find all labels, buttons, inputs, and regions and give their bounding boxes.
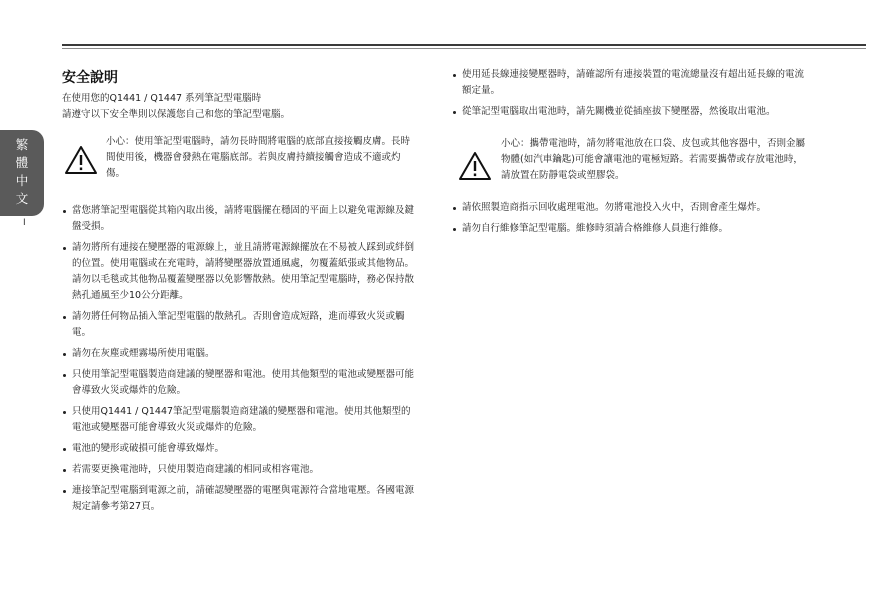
list-item: 請勿將任何物品插入筆記型電腦的散熱孔。否則會造成短路，進而導致火災或觸電。	[62, 309, 417, 341]
list-item: 只使用Q1441 / Q1447筆記型電腦製造商建議的變壓器和電池。使用其他類型的電池或變壓器可能會導致火災或爆炸的危險。	[62, 404, 417, 436]
list-item: 使用延長線連接變壓器時，請確認所有連接裝置的電流總量沒有超出延長線的電流額定量。	[452, 67, 812, 99]
safety-list	[452, 67, 812, 120]
caution-note	[64, 134, 417, 182]
language-tab-char: 中	[15, 173, 29, 188]
header-rule	[62, 44, 866, 46]
caution-note-text: 小心：使用筆記型電腦時，請勿長時間將電腦的底部直接接觸皮膚。長時間使用後，機器會發熱在電腦底部。若與皮膚持續接觸會造成不適或灼傷。	[106, 136, 411, 179]
intro-line: 請遵守以下安全準則以保護您自己和您的筆記型電腦。	[62, 109, 291, 120]
page-title: 安全說明	[62, 70, 118, 86]
list-item: 請勿將所有連接在變壓器的電源線上，並且請將電源線擺放在不易被人踩到或絆倒的位置。使用電腦或在充電時，請將變壓器放置通風處，勿覆蓋紙張或其他物品。請勿以毛毯或其他物品覆蓋變壓器以免影響散熱。使用筆記型電腦時，務必保持散熱孔通風至少10公分距離。	[62, 240, 417, 304]
safety-list	[62, 203, 417, 515]
language-tab-char: 繁	[15, 137, 29, 152]
list-item: 從筆記型電腦取出電池時，請先關機並從插座拔下變壓器，然後取出電池。	[452, 104, 812, 120]
caution-note	[458, 136, 812, 184]
left-column	[62, 91, 417, 520]
intro-paragraph	[62, 91, 417, 123]
list-item: 電池的變形或破損可能會導致爆炸。	[62, 441, 417, 457]
list-item: 連接筆記型電腦到電源之前，請確認變壓器的電壓與電源符合當地電壓。各國電源規定請參考第27頁。	[62, 483, 417, 515]
list-item: 若需要更換電池時，只使用製造商建議的相同或相容電池。	[62, 462, 417, 478]
list-item: 請勿自行維修筆記型電腦。維修時須請合格維修人員進行維修。	[452, 221, 812, 237]
language-tab	[0, 130, 44, 216]
list-item: 請依照製造商指示回收處理電池。勿將電池投入火中，否則會產生爆炸。	[452, 200, 812, 216]
language-tab-char: 文	[15, 191, 29, 206]
header-rule-thin	[62, 48, 866, 49]
right-column	[452, 67, 812, 242]
list-item: 當您將筆記型電腦從其箱內取出後，請將電腦擺在穩固的平面上以避免電源線及鍵盤受損。	[62, 203, 417, 235]
list-item: 只使用筆記型電腦製造商建議的變壓器和電池。使用其他類型的電池或變壓器可能會導致火災或爆炸的危險。	[62, 367, 417, 399]
language-tab-char: 體	[15, 155, 29, 170]
caution-note-text: 小心：攜帶電池時，請勿將電池放在口袋、皮包或其他容器中，否則金屬物體(如汽車鑰匙)可能會讓電池的電極短路。若需要攜帶或存放電池時，請放置在防靜電袋或塑膠袋。	[501, 138, 806, 181]
page-number: I	[23, 218, 26, 228]
intro-line: 在使用您的Q1441 / Q1447 系列筆記型電腦時	[62, 93, 262, 104]
warning-triangle-icon	[458, 151, 492, 181]
list-item: 請勿在灰塵或煙霧場所使用電腦。	[62, 346, 417, 362]
safety-list	[452, 200, 812, 237]
warning-triangle-icon	[64, 145, 98, 175]
